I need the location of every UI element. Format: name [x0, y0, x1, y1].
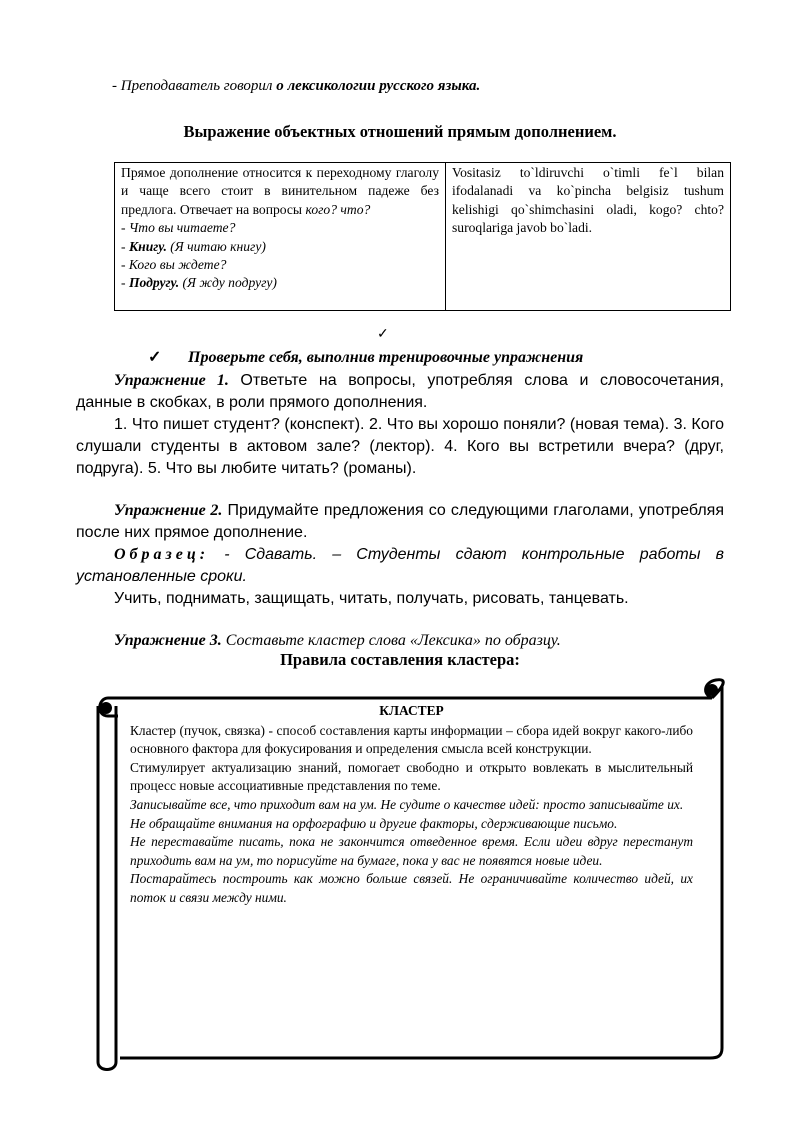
cluster-rule-1: Записывайте все, что приходит вам на ум. Не судите о качестве идей: просто записывайте их.: [130, 796, 684, 812]
cluster-benefit: Стимулирует актуализацию знаний, помогает свободно и открыто вовлекать в мыслительный процесс новые ассоциативные представления по теме.: [130, 759, 693, 794]
exercise-2-task: [76, 500, 724, 544]
checkmark-icon: ✓: [377, 327, 389, 342]
sample-label: Образец:: [114, 546, 210, 563]
grammar-cell-uzbek: Vositasiz to`ldiruvchi o`timli fe`l bilan ifodalanadi va ko`pincha belgisiz tushum kelishigi qo`shimchasini oladi, kogo? chto? suroqlariga javob bo`ladi.: [446, 163, 731, 311]
example-1-note: (Я читаю книгу): [166, 238, 266, 254]
exercise-2-verbs: Учить, поднимать, защищать, читать, получать, рисовать, танцевать.: [114, 590, 629, 607]
exercise-2-sample: [76, 544, 724, 588]
rule-text: Прямое дополнение относится к переходному глаголу и чаще всего стоит в винительном падеже без предлога. Отвечает на вопросы: [121, 165, 439, 217]
exercise-1-task: [76, 370, 724, 414]
grammar-cell-russian: Прямое дополнение относится к переходному глаголу и чаще всего стоит в винительном падеже без предлога. Отвечает на вопросы кого? что? - Что вы читаете? - Книгу. (Я читаю книгу) - Кого вы ждете? - Подругу. (Я жду подругу): [115, 163, 446, 311]
example-2-question: - Кого вы ждете?: [121, 257, 227, 273]
exercise-1-label: Упражнение 1.: [114, 372, 229, 389]
grammar-table: [114, 162, 731, 311]
check-icon: ✓: [148, 349, 162, 366]
example-1-answer: Книгу.: [128, 238, 167, 254]
cluster-rule-2: Не обращайте внимания на орфографию и другие факторы, сдерживающие письмо.: [130, 815, 618, 831]
rule-questions: кого? что?: [305, 201, 371, 217]
cluster-rule-3: Не переставайте писать, пока не закончится отведенное время. Если идеи вдруг перестанут приходить вам на ум, то порисуйте на бумаге, пока у вас не появятся новые идеи.: [130, 834, 693, 868]
teacher-sentence-prefix: - Преподаватель говорил: [112, 78, 277, 94]
exercise-3-task: [76, 630, 724, 652]
exercise-2-label: Упражнение 2.: [114, 502, 223, 519]
cluster-rules-heading: Правила составления кластера:: [280, 650, 520, 669]
cluster-title: КЛАСТЕР: [379, 703, 444, 718]
exercise-3-label: Упражнение 3.: [114, 632, 222, 649]
exercise-1-text: Ответьте на вопросы, употребляя слова и словосочетания, данные в скобках, в роли прямого дополнения.: [76, 372, 724, 411]
self-check-title: Проверьте себя, выполнив тренировочные упражнения: [188, 349, 584, 366]
teacher-sentence: [112, 78, 480, 95]
exercise-3-text: Составьте кластер слова «Лексика» по образцу.: [221, 632, 561, 649]
cluster-box: [130, 702, 693, 908]
example-2-answer: Подругу.: [128, 275, 180, 291]
example-1-question: - Что вы читаете?: [121, 220, 236, 236]
section-heading-object: Выражение объектных отношений прямым дополнением.: [183, 122, 617, 141]
cluster-rule-4: Постарайтесь построить как можно больше связей. Не ограничивайте количество идей, их поток и связи между ними.: [130, 871, 693, 905]
teacher-sentence-bold: о лексикологии русского языка.: [276, 78, 481, 94]
exercise-2-text: Придумайте предложения со следующими глаголами, употребляя после них прямое дополнение.: [76, 502, 725, 541]
self-check-heading: [148, 347, 583, 367]
sample-text: - Сдавать. – Студенты сдают контрольные работы в установленные сроки.: [76, 546, 724, 585]
exercise-1-items: 1. Что пишет студент? (конспект). 2. Что вы хорошо поняли? (новая тема). 3. Кого слушали студенты в актовом зале? (лектор). 4. Кого вы встретили вчера? (друг, подруга). 5. Что вы любите читать? (романы).: [76, 416, 724, 477]
cluster-definition: Кластер (пучок, связка) - способ составления карты информации – сбора идей вокруг какого-либо основного фактора для фокусирования и определения смысла всей конструкции.: [130, 722, 693, 757]
example-2-note: (Я жду подругу): [179, 275, 277, 291]
